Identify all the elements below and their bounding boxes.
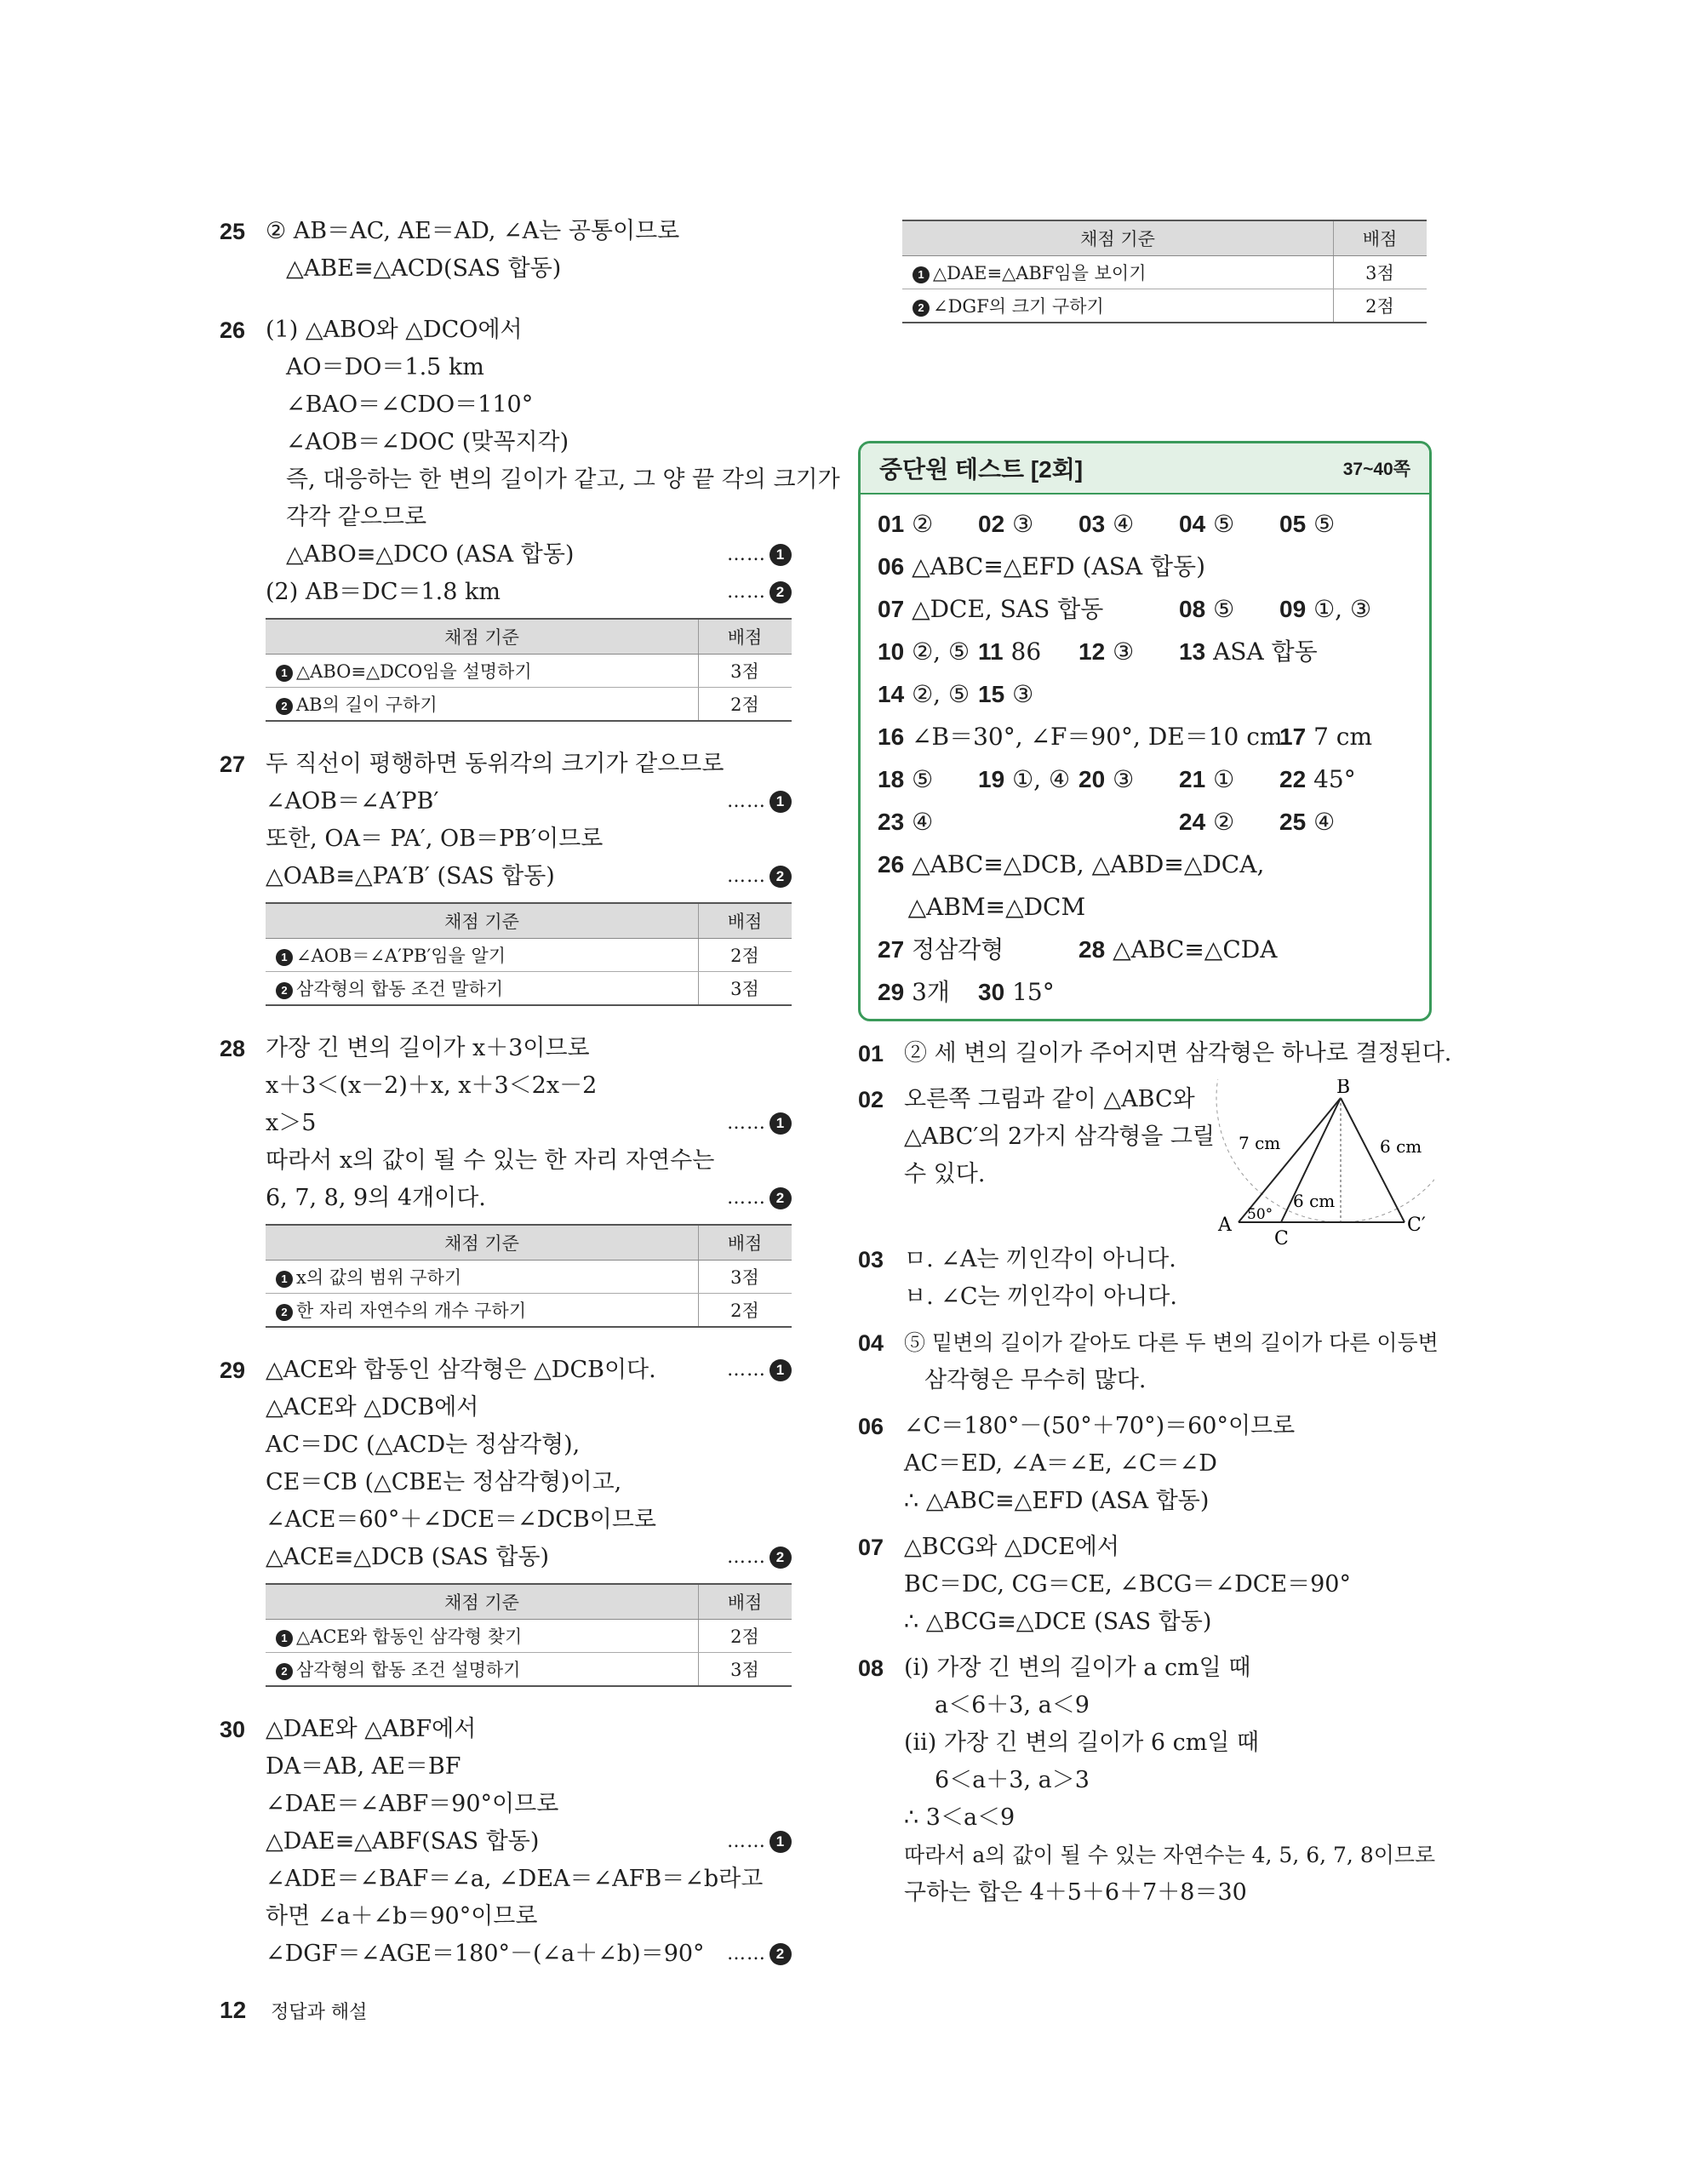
answer-item	[978, 631, 1041, 673]
answer-number: 15	[978, 681, 1005, 707]
score-marker: …… 2	[727, 858, 792, 895]
scoring-table: 채점 기준 배점 1 △ACE와 합동인 삼각형 찾기 2점 2 삼각형의 합동 조건 설명하기 3점	[266, 1583, 792, 1687]
text-line: 또한, OA＝ PA′, OB＝PB′이므로	[266, 826, 604, 852]
text-line: 두 직선이 평행하면 동위각의 크기가 같으므로	[266, 751, 724, 777]
text-line: (1) △ABO와 △DCO에서	[266, 317, 523, 343]
answer-item	[878, 588, 1103, 631]
label-c-prime: C′	[1407, 1215, 1426, 1236]
text-line: a＜6＋3, a＜9	[935, 1692, 1090, 1718]
criterion: 2 ∠DGF의 크기 구하기	[902, 289, 1334, 323]
answer-number: 09	[1279, 596, 1307, 622]
answer-item	[1078, 631, 1134, 673]
answer-item	[1078, 503, 1134, 546]
answer-value: △ABC≡△DCB, △ABD≡△DCA,	[912, 850, 1265, 878]
answer-value: ⑤	[1213, 510, 1235, 538]
answer-item	[1279, 801, 1335, 843]
answer-row	[878, 631, 1412, 673]
problem-number: 30	[220, 1717, 246, 1742]
problem-number: 08	[858, 1655, 884, 1681]
answer-item	[1078, 758, 1134, 801]
text-line: AC＝DC (△ACD는 정삼각형),	[266, 1432, 581, 1458]
answer-value: 정삼각형	[912, 935, 1004, 963]
text-line: ∠ADE＝∠BAF＝∠a, ∠DEA＝∠AFB＝∠b라고	[266, 1866, 764, 1892]
text-line: △DAE≡△ABF(SAS 합동) …… 1	[266, 1823, 792, 1861]
answer-box-title: 중단원 테스트 [2회]	[879, 456, 1084, 483]
answer-item	[978, 673, 1033, 716]
score-marker: …… 1	[727, 783, 792, 820]
solution-04	[858, 1324, 1439, 1399]
answer-item	[1279, 588, 1371, 631]
answer-row	[878, 503, 1412, 546]
answer-item	[1279, 758, 1356, 801]
answer-number: 13	[1179, 638, 1206, 665]
text-line: AO＝DO＝1.5 km	[286, 354, 484, 380]
text-line: 가장 긴 변의 길이가 x＋3이므로	[266, 1035, 590, 1061]
answer-number: 21	[1179, 766, 1206, 792]
answer-number: 03	[1078, 511, 1106, 537]
answer-row	[878, 801, 1412, 843]
answer-value: ⑤	[1213, 595, 1235, 623]
answer-number: 08	[1179, 596, 1206, 622]
text-line: ∠ACE＝60°＋∠DCE＝∠DCB이므로	[266, 1507, 657, 1533]
answer-box-pages: 37~40쪽	[1342, 460, 1410, 479]
problem-number: 07	[858, 1535, 884, 1560]
text-line: ② 세 변의 길이가 주어지면 삼각형은 하나로 결정된다.	[904, 1040, 1452, 1066]
answer-row	[878, 843, 1412, 886]
criterion: 2 삼각형의 합동 조건 설명하기	[266, 1653, 699, 1687]
answer-number: 16	[878, 723, 905, 750]
answer-number: 17	[1279, 723, 1307, 750]
score-marker: …… 1	[727, 1352, 792, 1389]
problem-number: 29	[220, 1358, 246, 1383]
answer-number: 01	[878, 511, 905, 537]
text-line: 6, 7, 8, 9의 4개이다. …… 2	[266, 1180, 792, 1217]
answer-item	[1179, 631, 1318, 673]
left-column	[220, 213, 840, 1997]
text-line: 수 있다.	[904, 1161, 986, 1187]
answer-number: 20	[1078, 766, 1106, 792]
answer-item	[1179, 503, 1234, 546]
criterion: 2 한 자리 자연수의 개수 구하기	[266, 1294, 699, 1328]
answer-item	[878, 886, 1085, 929]
answer-number: 30	[978, 979, 1005, 1005]
text-line: ∴ △BCG≡△DCE (SAS 합동)	[904, 1609, 1212, 1635]
answer-item	[1179, 801, 1234, 843]
solution-03	[858, 1241, 1433, 1316]
answer-number: 02	[978, 511, 1005, 537]
answer-item	[878, 716, 1283, 758]
text-line: ∠DAE＝∠ABF＝90°이므로	[266, 1791, 559, 1817]
answer-item	[1078, 929, 1277, 971]
text-line: 따라서 x의 값이 될 수 있는 한 자리 자연수는	[266, 1147, 715, 1174]
text-line: x＞5 …… 1	[266, 1105, 792, 1142]
text-line: △BCG와 △DCE에서	[904, 1534, 1119, 1560]
answer-item	[978, 503, 1033, 546]
answer-value: ③	[1012, 510, 1034, 538]
score-marker: …… 2	[727, 1180, 792, 1217]
answer-number: 26	[878, 851, 905, 878]
answer-item	[878, 631, 970, 673]
answer-row	[878, 588, 1412, 631]
answer-number: 04	[1179, 511, 1206, 537]
score-marker: …… 2	[727, 1935, 792, 1973]
score-marker: …… 1	[727, 536, 792, 574]
answer-value: ⑤	[912, 765, 934, 793]
text-line: △ACE와 합동인 삼각형은 △DCB이다. …… 1	[266, 1352, 792, 1389]
answer-item	[878, 801, 933, 843]
answer-box-header	[861, 443, 1429, 495]
problem-28	[220, 1030, 792, 1328]
answer-item	[878, 843, 1264, 886]
solution-07	[858, 1529, 1433, 1641]
score-marker: …… 1	[727, 1105, 792, 1142]
footer-label: 정답과 해설	[271, 2002, 368, 2023]
answer-item	[878, 673, 970, 716]
label-a: A	[1218, 1215, 1232, 1236]
answer-item	[1279, 716, 1372, 758]
answer-number: 12	[1078, 638, 1106, 665]
problem-number: 26	[220, 317, 246, 343]
answer-item	[878, 971, 950, 1014]
text-line: ∠DGF＝∠AGE＝180°－(∠a＋∠b)＝90° …… 2	[266, 1935, 792, 1973]
answer-value: ③	[1012, 680, 1034, 708]
text-line: ㅂ. ∠C는 끼인각이 아니다.	[904, 1284, 1177, 1310]
criterion: 2 AB의 길이 구하기	[266, 688, 699, 722]
length-ab: 7 cm	[1239, 1133, 1281, 1153]
right-scoring-table-wrap	[902, 213, 1427, 327]
answer-value: △ABC≡△EFD (ASA 합동)	[912, 552, 1206, 580]
answer-value: 3개	[912, 978, 950, 1006]
page-number: 12	[220, 1997, 247, 2023]
answer-value: ②, ⑤	[912, 637, 970, 666]
problem-number: 06	[858, 1414, 884, 1439]
text-line: △ACE와 △DCB에서	[266, 1394, 479, 1421]
text-line: ∠AOB＝∠DOC (맞꼭지각)	[286, 429, 569, 455]
text-line: 오른쪽 그림과 같이 △ABC와	[904, 1086, 1195, 1112]
text-line: 따라서 a의 값이 될 수 있는 자연수는 4, 5, 6, 7, 8이므로	[904, 1843, 1436, 1867]
text-line: ⑤ 밑변의 길이가 같아도 다른 두 변의 길이가 다른 이등변	[904, 1330, 1439, 1355]
answer-value: ④	[1113, 510, 1135, 538]
answer-box	[858, 441, 1432, 1021]
answer-item	[978, 758, 1070, 801]
text-line: ∠AOB＝∠A′PB′ …… 1	[266, 783, 792, 820]
answer-row	[878, 929, 1412, 971]
problem-26	[220, 312, 840, 722]
text-line: △ABO≡△DCO (ASA 합동) …… 1	[266, 536, 792, 574]
answer-item	[878, 546, 1205, 588]
problem-25	[220, 213, 792, 288]
text-line: 삼각형은 무수히 많다.	[924, 1367, 1147, 1393]
answer-value: △ABM≡△DCM	[907, 893, 1086, 921]
answer-number: 23	[878, 809, 905, 835]
answer-number: 27	[878, 936, 905, 963]
answer-row	[878, 886, 1412, 929]
text-line: ② AB＝AC, AE＝AD, ∠A는 공통이므로	[266, 218, 680, 244]
answer-number: 05	[1279, 511, 1307, 537]
answer-item	[978, 971, 1055, 1014]
answer-number: 06	[878, 553, 905, 580]
length-bc2: 6 cm	[1380, 1136, 1422, 1157]
criterion: 2 삼각형의 합동 조건 말하기	[266, 972, 699, 1006]
problem-number: 03	[858, 1247, 884, 1272]
text-line: BC＝DC, CG＝CE, ∠BCG＝∠DCE＝90°	[904, 1571, 1351, 1598]
answer-value: ∠B＝30°, ∠F＝90°, DE＝10 cm	[912, 723, 1283, 751]
text-line: 각각 같으므로	[286, 504, 427, 530]
answer-item	[878, 929, 1004, 971]
answer-value: ②	[912, 510, 934, 538]
answer-box-body	[861, 495, 1429, 1021]
answer-item	[1179, 758, 1234, 801]
scoring-table: 채점 기준 배점 1 △ABO≡△DCO임을 설명하기 3점 2 AB의 길이 구하기 2점	[266, 618, 792, 722]
answer-number: 10	[878, 638, 905, 665]
answer-number: 07	[878, 596, 905, 622]
answer-row	[878, 673, 1412, 716]
problem-number: 25	[220, 219, 246, 244]
text-line: (ⅰ) 가장 긴 변의 길이가 a cm일 때	[904, 1655, 1251, 1681]
text-line: 6＜a＋3, a＞3	[935, 1767, 1090, 1793]
text-line: ∴ △ABC≡△EFD (ASA 합동)	[904, 1488, 1210, 1514]
answer-number: 19	[978, 766, 1005, 792]
answer-number: 24	[1179, 809, 1206, 835]
answer-row	[878, 758, 1412, 801]
answer-item	[1279, 503, 1335, 546]
problem-number: 01	[858, 1041, 884, 1066]
criterion: 1 △ACE와 합동인 삼각형 찾기	[266, 1620, 699, 1653]
problem-number: 02	[858, 1087, 884, 1112]
criterion: 1 △DAE≡△ABF임을 보이기	[902, 256, 1334, 289]
answer-item	[878, 758, 933, 801]
text-line: △ABE≡△ACD(SAS 합동)	[286, 255, 562, 282]
answer-value: △DCE, SAS 합동	[912, 595, 1104, 623]
criterion: 1 x의 값의 범위 구하기	[266, 1261, 699, 1294]
answer-number: 29	[878, 979, 905, 1005]
text-line: ∠C＝180°－(50°＋70°)＝60°이므로	[904, 1413, 1296, 1439]
text-line: △OAB≡△PA′B′ (SAS 합동) …… 2	[266, 858, 792, 895]
answer-value: ③	[1113, 637, 1135, 666]
answer-number: 18	[878, 766, 905, 792]
page-footer	[220, 1997, 367, 2024]
answer-number: 14	[878, 681, 905, 707]
answer-number: 25	[1279, 809, 1307, 835]
answer-value: 45°	[1313, 765, 1356, 793]
answer-value: ①	[1213, 765, 1235, 793]
score-marker: …… 2	[727, 574, 792, 611]
problem-number: 27	[220, 752, 246, 777]
text-line: 하면 ∠a＋∠b＝90°이므로	[266, 1903, 538, 1930]
text-line: △ABC′의 2가지 삼각형을 그릴	[904, 1123, 1216, 1150]
label-c: C	[1274, 1228, 1289, 1249]
answer-value: ②, ⑤	[912, 680, 970, 708]
answer-value: 15°	[1012, 978, 1055, 1006]
text-line: x＋3＜(x－2)＋x, x＋3＜2x－2	[266, 1072, 598, 1099]
problem-number: 04	[858, 1330, 884, 1356]
answer-value: ASA 합동	[1213, 637, 1318, 666]
scoring-table: 채점 기준 배점 1 △DAE≡△ABF임을 보이기 3점 2 ∠DGF의 크기 구하기 2점	[902, 220, 1427, 323]
answer-number: 28	[1078, 936, 1106, 963]
answer-value: ①, ④	[1012, 765, 1071, 793]
answer-row	[878, 546, 1412, 588]
problem-30	[220, 1711, 792, 1973]
answer-number: 22	[1279, 766, 1307, 792]
criterion: 1 ∠AOB＝∠A′PB′임을 알기	[266, 939, 699, 972]
score-marker: …… 2	[727, 1539, 792, 1576]
solution-01	[858, 1035, 1452, 1072]
text-line: ∠BAO＝∠CDO＝110°	[286, 392, 534, 418]
answer-value: 86	[1010, 637, 1042, 666]
text-line: AC＝ED, ∠A＝∠E, ∠C＝∠D	[904, 1450, 1217, 1477]
label-b: B	[1336, 1079, 1351, 1098]
answer-value: ⑤	[1313, 510, 1336, 538]
length-bc: 6 cm	[1293, 1191, 1336, 1211]
answer-value: ②	[1213, 808, 1235, 836]
problem-29	[220, 1352, 792, 1687]
text-line: ㅁ. ∠A는 끼인각이 아니다.	[904, 1246, 1176, 1272]
answer-value: ③	[1113, 765, 1135, 793]
answer-value: △ABC≡△CDA	[1113, 935, 1278, 963]
text-line: 즉, 대응하는 한 변의 길이가 같고, 그 양 끝 각의 크기가	[286, 466, 840, 493]
solution-08	[858, 1649, 1436, 1912]
problem-27	[220, 746, 792, 1006]
text-line: (2) AB＝DC＝1.8 km …… 2	[266, 574, 792, 611]
text-line: ∴ 3＜a＜9	[904, 1804, 1015, 1831]
text-line: △DAE와 △ABF에서	[266, 1716, 477, 1742]
answer-value: 7 cm	[1313, 723, 1373, 751]
text-line: (ⅱ) 가장 긴 변의 길이가 6 cm일 때	[904, 1729, 1260, 1756]
answer-item	[878, 503, 933, 546]
answer-value: ④	[1313, 808, 1336, 836]
text-line: 구하는 합은 4＋5＋6＋7＋8＝30	[904, 1879, 1247, 1906]
answer-value: ④	[912, 808, 934, 836]
answer-row	[878, 971, 1412, 1014]
text-line: △ACE≡△DCB (SAS 합동) …… 2	[266, 1539, 792, 1576]
answer-item	[1179, 588, 1234, 631]
text-line: CE＝CB (△CBE는 정삼각형)이고,	[266, 1469, 622, 1495]
triangle-diagram	[1213, 1079, 1434, 1249]
scoring-table: 채점 기준 배점 1 ∠AOB＝∠A′PB′임을 알기 2점 2 삼각형의 합동 조건 말하기 3점	[266, 902, 792, 1006]
text-line: DA＝AB, AE＝BF	[266, 1753, 461, 1780]
score-marker: …… 1	[727, 1823, 792, 1861]
criterion: 1 △ABO≡△DCO임을 설명하기	[266, 655, 699, 688]
solution-06	[858, 1408, 1433, 1520]
angle-a: 50°	[1247, 1206, 1273, 1223]
answer-row	[878, 716, 1412, 758]
scoring-table: 채점 기준 배점 1 x의 값의 범위 구하기 3점 2 한 자리 자연수의 개수 구하기 2점	[266, 1224, 792, 1328]
answer-number: 11	[978, 638, 1004, 665]
answer-value: ①, ③	[1313, 595, 1372, 623]
problem-number: 28	[220, 1036, 246, 1061]
